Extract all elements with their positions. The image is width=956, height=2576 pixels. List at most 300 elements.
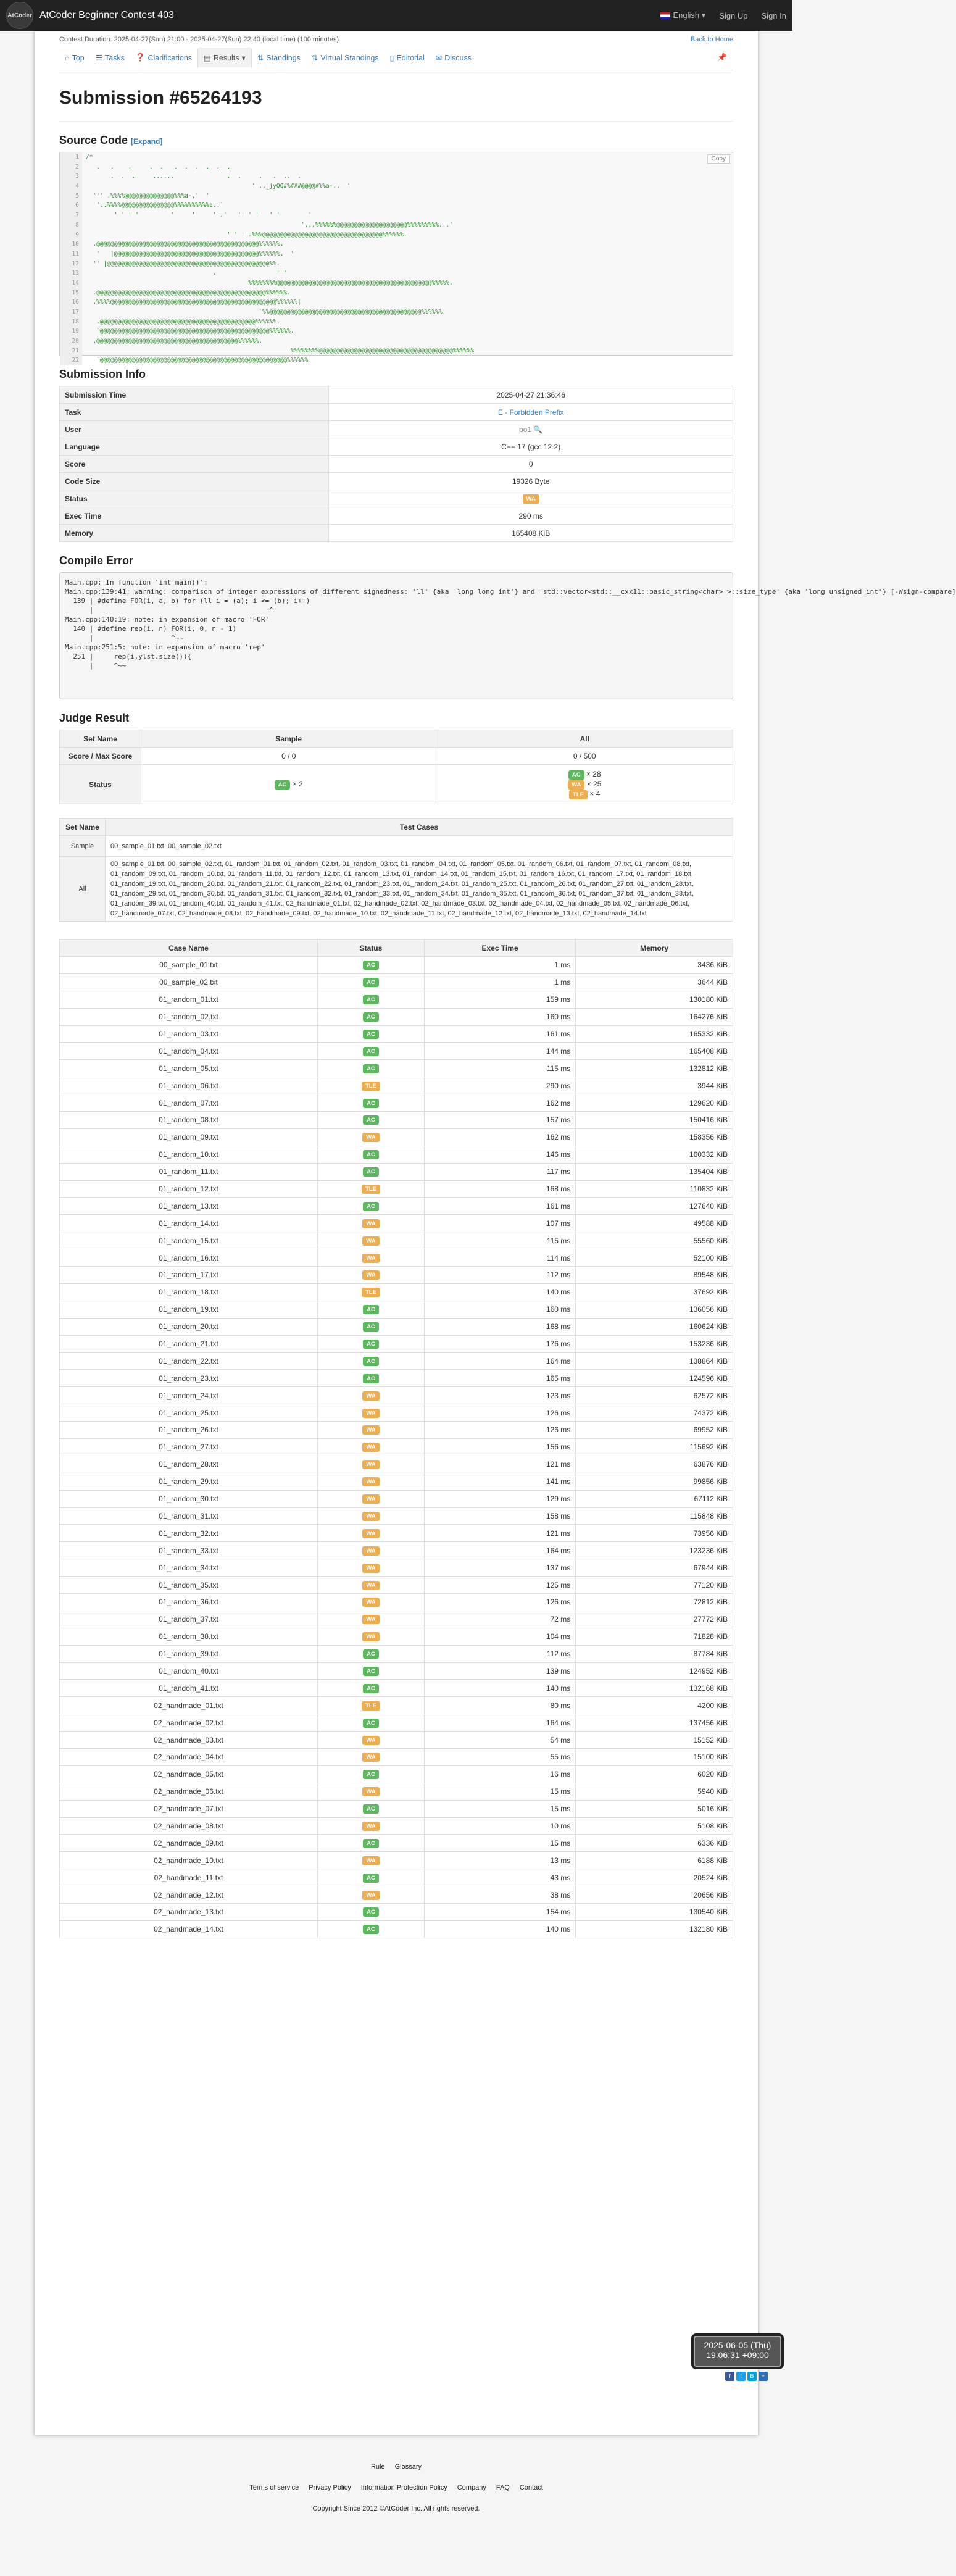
chart-icon: ⇅	[257, 54, 264, 62]
table-row	[60, 1025, 733, 1043]
source-code-heading-text: Source Code	[59, 134, 128, 146]
table-row	[60, 1628, 733, 1645]
info-key: User	[60, 421, 329, 438]
case-memory: 20656 KiB	[576, 1886, 733, 1904]
line-number: 2	[60, 162, 82, 172]
ac-badge[interactable]: AC	[363, 1305, 379, 1314]
wa-badge[interactable]: WA	[362, 1494, 379, 1504]
table-row	[60, 1318, 733, 1335]
case-memory: 132180 KiB	[576, 1920, 733, 1938]
tab-tasks[interactable]	[90, 48, 130, 67]
case-exec-time: 176 ms	[424, 1335, 575, 1353]
source-code-heading	[59, 134, 733, 147]
tab-top[interactable]	[59, 49, 90, 67]
case-status	[318, 1249, 425, 1267]
case-name: 01_random_27.txt	[60, 1438, 318, 1456]
case-name: 02_handmade_12.txt	[60, 1886, 318, 1904]
case-exec-time: 165 ms	[424, 1370, 575, 1387]
case-name: 01_random_22.txt	[60, 1353, 318, 1370]
case-name: 01_random_10.txt	[60, 1146, 318, 1163]
ac-badge[interactable]: AC	[275, 780, 291, 790]
fixed-clock	[691, 2333, 784, 2369]
all-tle-count: × 4	[589, 789, 601, 798]
case-memory: 71828 KiB	[576, 1628, 733, 1645]
wa-badge[interactable]: WA	[362, 1822, 379, 1831]
sample-ac-count: × 2	[292, 779, 303, 788]
tab-clarifications[interactable]	[130, 48, 197, 67]
share-buttons	[725, 2372, 768, 2381]
case-status	[318, 1043, 425, 1060]
atcoder-logo[interactable]: AtCoder	[6, 2, 33, 29]
case-status	[318, 1128, 425, 1146]
wa-badge[interactable]: WA	[362, 1856, 379, 1865]
case-name: 01_random_20.txt	[60, 1318, 318, 1335]
case-memory: 77120 KiB	[576, 1577, 733, 1594]
case-memory: 110832 KiB	[576, 1180, 733, 1198]
code-line	[60, 327, 733, 336]
ac-badge[interactable]: AC	[363, 1839, 379, 1848]
case-name: 01_random_08.txt	[60, 1112, 318, 1129]
case-exec-time: 156 ms	[424, 1438, 575, 1456]
case-status	[318, 1835, 425, 1852]
ac-badge[interactable]: AC	[363, 1874, 379, 1883]
tab-clarifications-label: Clarifications	[148, 53, 193, 62]
tle-badge[interactable]: TLE	[362, 1082, 380, 1091]
wa-badge[interactable]: WA	[362, 1133, 379, 1142]
table-row	[60, 1507, 733, 1525]
ac-badge[interactable]: AC	[363, 1012, 379, 1022]
contest-nav-tabs	[59, 46, 733, 70]
expand-link[interactable]: [Expand]	[131, 137, 163, 146]
footer-link[interactable]: Rule	[370, 2463, 385, 2470]
case-memory: 165408 KiB	[576, 1043, 733, 1060]
line-number: 14	[60, 278, 82, 288]
tab-results[interactable]: ▤ Results ▾	[197, 48, 252, 68]
case-exec-time: 129 ms	[424, 1490, 575, 1507]
wa-badge[interactable]: WA	[362, 1787, 379, 1796]
tab-editorial[interactable]	[384, 48, 430, 67]
tab-top-label: Top	[72, 53, 85, 62]
case-memory: 67944 KiB	[576, 1559, 733, 1577]
case-name: 02_handmade_01.txt	[60, 1697, 318, 1714]
ac-badge[interactable]: AC	[363, 1357, 379, 1366]
case-exec-time: 158 ms	[424, 1507, 575, 1525]
info-value: 0	[329, 456, 733, 473]
info-value	[329, 404, 733, 421]
case-memory: 37692 KiB	[576, 1283, 733, 1301]
wa-badge[interactable]: WA	[362, 1409, 379, 1418]
sign-up-link[interactable]: Sign Up	[719, 10, 748, 20]
info-value: 19326 Byte	[329, 473, 733, 490]
info-row	[60, 404, 733, 421]
wa-badge[interactable]: WA	[362, 1753, 379, 1762]
test-sets-table	[59, 818, 733, 922]
table-row	[60, 957, 733, 974]
case-status	[318, 1680, 425, 1697]
wa-badge[interactable]: WA	[362, 1736, 379, 1745]
search-icon[interactable]: 🔍	[531, 425, 543, 434]
table-row	[60, 1645, 733, 1662]
case-memory: 135404 KiB	[576, 1163, 733, 1180]
tab-virtual-standings[interactable]	[306, 48, 384, 67]
case-status	[318, 1146, 425, 1163]
case-name: 01_random_40.txt	[60, 1662, 318, 1680]
ac-badge[interactable]: AC	[363, 1719, 379, 1728]
table-row	[60, 1301, 733, 1318]
case-name: 02_handmade_10.txt	[60, 1852, 318, 1869]
code-text: `%%@@@@@@@@@@@@@@@@@@@@@@@@@@@@@@@@@@@@@@@@@@@%%%%%%|	[86, 309, 446, 315]
ac-badge[interactable]: AC	[363, 1047, 379, 1056]
clock-time: 19:06:31 +09:00	[706, 2350, 769, 2360]
book-icon: ▯	[389, 54, 394, 62]
table-row	[60, 1163, 733, 1180]
case-exec-time: 140 ms	[424, 1680, 575, 1697]
ac-badge[interactable]: AC	[363, 1804, 379, 1814]
case-name: 01_random_02.txt	[60, 1008, 318, 1025]
wa-badge[interactable]: WA	[362, 1443, 379, 1452]
pin-icon[interactable]: 📌	[717, 53, 727, 62]
case-exec-time: 162 ms	[424, 1094, 575, 1112]
task-link[interactable]: E - Forbidden Prefix	[497, 407, 564, 417]
ac-badge[interactable]: AC	[363, 1322, 379, 1332]
wa-badge[interactable]: WA	[362, 1529, 379, 1538]
case-exec-time: 1 ms	[424, 973, 575, 991]
case-memory: 52100 KiB	[576, 1249, 733, 1267]
ac-badge[interactable]: AC	[363, 1667, 379, 1676]
set-all-cases: 00_sample_01.txt, 00_sample_02.txt, 01_random_01.txt, 01_random_02.txt, 01_random_03.txt, 01_random_04.txt, 01_random_05.txt, 01_random_06.txt, 01_random_07.txt, 01_random_08.txt, 01_random_09.txt, 01_random_10.txt, 01_random_11.txt, 01_random_12.txt, 01_random_13.txt, 01_random_14.txt, 01_random_15.txt, 01_random_16.txt, 01_random_17.txt, 01_random_18.txt, 01_random_19.txt, 01_random_20.txt, 01_random_21.txt, 01_random_22.txt, 01_random_23.txt, 01_random_24.txt, 01_random_25.txt, 01_random_26.txt, 01_random_27.txt, 01_random_28.txt, 01_random_29.txt, 01_random_30.txt, 01_random_31.txt, 01_random_32.txt, 01_random_33.txt, 01_random_34.txt, 01_random_35.txt, 01_random_36.txt, 01_random_37.txt, 01_random_38.txt, 01_random_39.txt, 01_random_40.txt, 01_random_41.txt, 02_handmade_01.txt, 02_handmade_02.txt, 02_handmade_03.txt, 02_handmade_04.txt, 02_handmade_05.txt, 02_handmade_06.txt, 02_handmade_07.txt, 02_handmade_08.txt, 02_handmade_09.txt, 02_handmade_10.txt, 02_handmade_11.txt, 02_handmade_12.txt, 02_handmade_13.txt, 02_handmade_14.txt	[106, 857, 733, 922]
back-to-home-link[interactable]: Back to Home	[690, 36, 733, 43]
case-status	[318, 991, 425, 1008]
case-memory: 123236 KiB	[576, 1542, 733, 1559]
info-row	[60, 456, 733, 473]
case-exec-time: 168 ms	[424, 1318, 575, 1335]
judge-result-table	[59, 730, 733, 804]
info-value	[329, 490, 733, 507]
line-number: 3	[60, 172, 82, 181]
tab-discuss[interactable]	[430, 48, 477, 67]
footer-link[interactable]: Terms of service	[249, 2484, 299, 2491]
all-ac-count: × 28	[586, 769, 601, 778]
footer-link[interactable]: Privacy Policy	[309, 2484, 351, 2491]
table-row	[60, 1714, 733, 1732]
case-exec-time: 140 ms	[424, 1920, 575, 1938]
code-text: '..%%%%@@@@@@@@@@@@@@@%%%%%%%%%%a..'	[86, 202, 224, 209]
twitter-share-icon[interactable]: t	[736, 2372, 746, 2381]
wa-badge[interactable]: WA	[362, 1391, 379, 1401]
table-row	[60, 1559, 733, 1577]
ac-badge[interactable]: AC	[363, 1202, 379, 1211]
case-status	[318, 1318, 425, 1335]
case-name: 01_random_04.txt	[60, 1043, 318, 1060]
table-row	[60, 1680, 733, 1697]
score-label: Score / Max Score	[60, 748, 141, 765]
ac-badge[interactable]: AC	[363, 1150, 379, 1159]
footer-link[interactable]: FAQ	[496, 2484, 510, 2491]
case-status	[318, 1473, 425, 1490]
footer	[0, 2463, 792, 2512]
case-status	[318, 1559, 425, 1577]
case-exec-time: 146 ms	[424, 1146, 575, 1163]
ac-badge[interactable]: AC	[363, 1649, 379, 1659]
hatena-share-icon[interactable]: B	[747, 2372, 757, 2381]
wa-badge[interactable]: WA	[362, 1564, 379, 1573]
info-row	[60, 490, 733, 507]
code-text: ' |@@@@@@@@@@@@@@@@@@@@@@@@@@@@@@@@@@@@@@@@@%%%%%%. '	[86, 250, 294, 257]
case-memory: 115848 KiB	[576, 1507, 733, 1525]
ac-badge[interactable]: AC	[363, 978, 379, 987]
table-row	[60, 1215, 733, 1232]
wa-badge[interactable]: WA	[523, 494, 539, 504]
wa-badge[interactable]: WA	[362, 1512, 379, 1521]
case-status	[318, 1283, 425, 1301]
case-exec-time: 16 ms	[424, 1765, 575, 1783]
info-key: Score	[60, 456, 329, 473]
tle-badge[interactable]: TLE	[569, 790, 588, 799]
sign-in-link[interactable]: Sign In	[761, 10, 786, 20]
table-row	[60, 1456, 733, 1473]
case-name: 01_random_37.txt	[60, 1611, 318, 1628]
case-name: 00_sample_01.txt	[60, 957, 318, 974]
contest-title-link[interactable]: AtCoder Beginner Contest 403	[39, 10, 174, 20]
case-name: 01_random_33.txt	[60, 1542, 318, 1559]
wa-badge[interactable]: WA	[362, 1615, 379, 1624]
ac-badge[interactable]: AC	[363, 1340, 379, 1349]
case-name: 01_random_11.txt	[60, 1163, 318, 1180]
table-row	[60, 1094, 733, 1112]
comment-icon: ✉	[435, 54, 443, 62]
uk-flag-icon	[660, 12, 670, 19]
case-name: 01_random_09.txt	[60, 1128, 318, 1146]
table-row	[60, 1697, 733, 1714]
wa-badge[interactable]: WA	[362, 1236, 379, 1246]
set-sample-label: Sample	[60, 836, 106, 857]
line-number: 11	[60, 249, 82, 259]
case-name: 02_handmade_03.txt	[60, 1732, 318, 1749]
ac-badge[interactable]: AC	[363, 1030, 379, 1039]
case-status	[318, 1628, 425, 1645]
table-row	[60, 1577, 733, 1594]
ac-badge[interactable]: AC	[363, 1064, 379, 1073]
table-row	[60, 1438, 733, 1456]
wa-badge[interactable]: WA	[362, 1546, 379, 1556]
case-exec-time: 38 ms	[424, 1886, 575, 1904]
wa-badge[interactable]: WA	[362, 1270, 379, 1280]
table-row	[60, 1404, 733, 1422]
table-row	[60, 1473, 733, 1490]
code-text: %%%%%%%%@@@@@@@@@@@@@@@@@@@@@@@@@@@@@@@@@@@@@@%%%%%%	[86, 347, 475, 354]
add-share-icon[interactable]: +	[759, 2372, 768, 2381]
case-status	[318, 1817, 425, 1835]
case-exec-time: 157 ms	[424, 1112, 575, 1129]
status-label: Status	[60, 765, 141, 804]
case-status	[318, 1232, 425, 1249]
copy-button[interactable]: Copy	[707, 154, 730, 164]
facebook-share-icon[interactable]: f	[725, 2372, 734, 2381]
case-exec-time: 125 ms	[424, 1577, 575, 1594]
case-status	[318, 1353, 425, 1370]
case-exec-time: 290 ms	[424, 1077, 575, 1094]
question-icon: ❓	[135, 53, 146, 62]
ac-badge[interactable]: AC	[363, 1374, 379, 1383]
contest-duration: Contest Duration: 2025-04-27(Sun) 21:00 - 2025-04-27(Sun) 22:40 (local time) (100 minutes)	[59, 36, 339, 43]
line-number: 1	[60, 152, 82, 162]
line-number: 20	[60, 336, 82, 346]
case-status	[318, 1335, 425, 1353]
case-name: 01_random_32.txt	[60, 1525, 318, 1542]
case-exec-time: 137 ms	[424, 1559, 575, 1577]
col-status: Status	[318, 940, 425, 957]
case-exec-time: 126 ms	[424, 1593, 575, 1611]
table-row	[60, 1732, 733, 1749]
wa-badge[interactable]: WA	[362, 1460, 379, 1469]
case-memory: 3644 KiB	[576, 973, 733, 991]
table-row	[60, 1387, 733, 1404]
case-exec-time: 15 ms	[424, 1783, 575, 1800]
case-memory: 160332 KiB	[576, 1146, 733, 1163]
code-line	[60, 230, 733, 240]
line-number: 21	[60, 346, 82, 356]
case-status	[318, 1404, 425, 1422]
top-navbar	[0, 0, 792, 31]
table-row	[60, 1835, 733, 1852]
code-text: .@@@@@@@@@@@@@@@@@@@@@@@@@@@@@@@@@@@@@@@@@@@@@@@@%%%%%%.	[86, 289, 291, 296]
case-exec-time: 114 ms	[424, 1249, 575, 1267]
ac-badge[interactable]: AC	[363, 1907, 379, 1917]
table-row	[60, 1800, 733, 1817]
case-status	[318, 1783, 425, 1800]
info-key: Memory	[60, 525, 329, 542]
language-dropdown[interactable]: English ▾	[660, 10, 705, 20]
tle-badge[interactable]: TLE	[362, 1701, 380, 1711]
case-status	[318, 1180, 425, 1198]
home-icon: ⌂	[65, 53, 70, 62]
case-memory: 132812 KiB	[576, 1060, 733, 1077]
wa-badge[interactable]: WA	[362, 1477, 379, 1486]
case-name: 02_handmade_14.txt	[60, 1920, 318, 1938]
tab-virtual-label: Virtual Standings	[320, 53, 379, 62]
case-name: 01_random_06.txt	[60, 1077, 318, 1094]
code-text: ' ' ' ' ' ' ' .' '' ' ' ' ' '	[86, 212, 312, 219]
case-status	[318, 1422, 425, 1439]
line-number: 12	[60, 259, 82, 269]
case-memory: 99856 KiB	[576, 1473, 733, 1490]
table-row	[60, 1593, 733, 1611]
case-memory: 20524 KiB	[576, 1869, 733, 1886]
status-all	[436, 765, 733, 804]
footer-link[interactable]: Contact	[519, 2484, 543, 2491]
info-value	[329, 421, 733, 438]
code-line	[60, 307, 733, 317]
col-set-name: Set Name	[60, 730, 141, 748]
source-code-block[interactable]	[59, 152, 733, 364]
compile-error-output: Main.cpp: In function 'int main()': Main.cpp:139:41: warning: comparison of integer expressions of different signedness: 'll' {aka 'long long int'} and 'std::vector<std::__cxx11::basic_string<char> >::size_type' {aka 'long unsigned int'} [-Wsign-compare] 139 | #define FOR(i, a, b) for (ll i = (a); i <= (b); i++) | ^ Main.cpp:140:19: note: in expansion of macro 'FOR' 140 | #define rep(i, n) FOR(i, 0, n - 1) | ^~~ Main.cpp:251:5: note: in expansion of macro 'rep' 251 | rep(i,ylst.size()){ | ^~~	[59, 572, 733, 699]
case-status	[318, 973, 425, 991]
ac-badge[interactable]: AC	[363, 1099, 379, 1108]
code-line	[60, 259, 733, 269]
case-memory: 74372 KiB	[576, 1404, 733, 1422]
judge-result-heading: Judge Result	[59, 712, 130, 724]
case-status	[318, 1094, 425, 1112]
table-row	[60, 991, 733, 1008]
case-memory: 137456 KiB	[576, 1714, 733, 1732]
case-status	[318, 1920, 425, 1938]
case-status	[318, 1060, 425, 1077]
table-row	[60, 1043, 733, 1060]
case-memory: 6020 KiB	[576, 1765, 733, 1783]
case-exec-time: 104 ms	[424, 1628, 575, 1645]
code-text: ',,,%%%%%%@@@@@@@@@@@@@@@@@@@@%%%%%%%%%...'	[86, 221, 453, 228]
wa-badge[interactable]: WA	[362, 1891, 379, 1900]
ac-badge[interactable]: AC	[363, 961, 379, 970]
ac-badge[interactable]: AC	[568, 770, 584, 780]
footer-link[interactable]: Glossary	[394, 2463, 422, 2470]
case-status	[318, 1456, 425, 1473]
wa-badge[interactable]: WA	[362, 1632, 379, 1641]
line-number: 6	[60, 201, 82, 210]
line-number: 18	[60, 317, 82, 327]
table-row	[60, 1817, 733, 1835]
wa-badge[interactable]: WA	[362, 1425, 379, 1435]
code-line	[60, 181, 733, 191]
case-name: 01_random_24.txt	[60, 1387, 318, 1404]
ac-badge[interactable]: AC	[363, 1115, 379, 1125]
case-exec-time: 112 ms	[424, 1645, 575, 1662]
status-sample	[141, 765, 436, 804]
info-row	[60, 473, 733, 490]
wa-badge[interactable]: WA	[362, 1598, 379, 1607]
info-key: Status	[60, 490, 329, 507]
ac-badge[interactable]: AC	[363, 1925, 379, 1934]
case-memory: 3436 KiB	[576, 957, 733, 974]
table-row	[60, 1146, 733, 1163]
case-memory: 127640 KiB	[576, 1198, 733, 1215]
code-text: ''' .%%%%@@@@@@@@@@@@@@%%%a-,' '	[86, 192, 210, 199]
info-value: 165408 KiB	[329, 525, 733, 542]
wa-badge[interactable]: WA	[362, 1581, 379, 1590]
user-link[interactable]: po1	[519, 425, 532, 434]
table-row	[60, 973, 733, 991]
ac-badge[interactable]: AC	[363, 1167, 379, 1177]
code-line	[60, 317, 733, 327]
tle-badge[interactable]: TLE	[362, 1288, 380, 1297]
page-title: Submission #65264193	[59, 88, 733, 122]
case-name: 02_handmade_04.txt	[60, 1748, 318, 1765]
case-exec-time: 164 ms	[424, 1714, 575, 1732]
case-exec-time: 162 ms	[424, 1128, 575, 1146]
table-row	[60, 1765, 733, 1783]
case-status	[318, 1732, 425, 1749]
case-memory: 153236 KiB	[576, 1335, 733, 1353]
info-row	[60, 525, 733, 542]
ac-badge[interactable]: AC	[363, 1770, 379, 1779]
ac-badge[interactable]: AC	[363, 1684, 379, 1693]
tab-standings[interactable]	[252, 48, 306, 67]
ac-badge[interactable]: AC	[363, 995, 379, 1004]
case-memory: 115692 KiB	[576, 1438, 733, 1456]
case-name: 01_random_13.txt	[60, 1198, 318, 1215]
footer-link[interactable]: Company	[457, 2484, 486, 2491]
case-status	[318, 1507, 425, 1525]
info-key: Language	[60, 438, 329, 456]
wa-badge[interactable]: WA	[362, 1219, 379, 1228]
set-sample-cases: 00_sample_01.txt, 00_sample_02.txt	[106, 836, 733, 857]
col-exec-time: Exec Time	[424, 940, 575, 957]
footer-link[interactable]: Information Protection Policy	[360, 2484, 447, 2491]
tle-badge[interactable]: TLE	[362, 1185, 380, 1194]
wa-badge[interactable]: WA	[568, 780, 584, 790]
case-status	[318, 1525, 425, 1542]
wa-badge[interactable]: WA	[362, 1254, 379, 1263]
